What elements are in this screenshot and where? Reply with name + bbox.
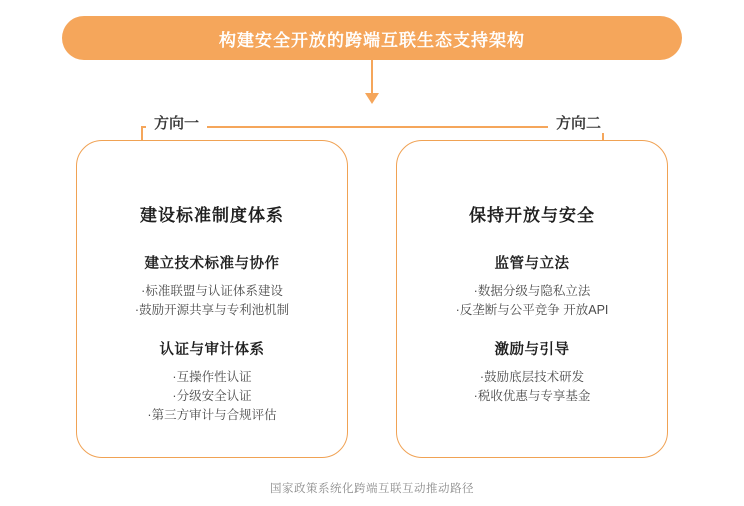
bullet-item: ·互操作性认证	[172, 370, 252, 384]
bullet-item: ·反垄断与公平竞争 开放API	[455, 303, 609, 317]
footer-caption: 国家政策系统化跨端互联互动推动路径	[270, 483, 474, 495]
branch-one-section-2	[91, 338, 333, 425]
bullet-item: ·鼓励开源共享与专利池机制	[134, 303, 290, 317]
section-title: 认证与审计体系	[159, 342, 265, 358]
section-title: 建立技术标准与协作	[144, 256, 280, 272]
branch-box-one	[76, 140, 348, 458]
bullet-item: ·税收优惠与专享基金	[473, 389, 591, 403]
branch-one-section-1	[91, 252, 333, 320]
branch-two-section-1	[411, 252, 653, 320]
bullet-item: ·数据分级与隐私立法	[473, 284, 591, 298]
page-title: 构建安全开放的跨端互联生态支持架构	[62, 16, 682, 60]
arrow-down-icon	[365, 93, 379, 104]
section-title: 监管与立法	[494, 256, 570, 272]
bullet-item: ·分级安全认证	[172, 389, 252, 403]
bullet-item: ·标准联盟与认证体系建设	[141, 284, 283, 298]
branch-box-two-title: 保持开放与安全	[469, 206, 595, 225]
connector-vertical-main	[371, 60, 373, 96]
section-title: 激励与引导	[494, 342, 570, 358]
bullet-item: ·第三方审计与合规评估	[147, 408, 277, 422]
bullet-item: ·鼓励底层技术研发	[479, 370, 585, 384]
branch-box-two	[396, 140, 668, 458]
branch-label-one: 方向一	[146, 112, 207, 133]
branch-box-one-title: 建设标准制度体系	[140, 206, 284, 225]
branch-label-two: 方向二	[548, 112, 609, 133]
branch-two-section-2	[411, 338, 653, 406]
connector-horizontal	[141, 126, 603, 128]
